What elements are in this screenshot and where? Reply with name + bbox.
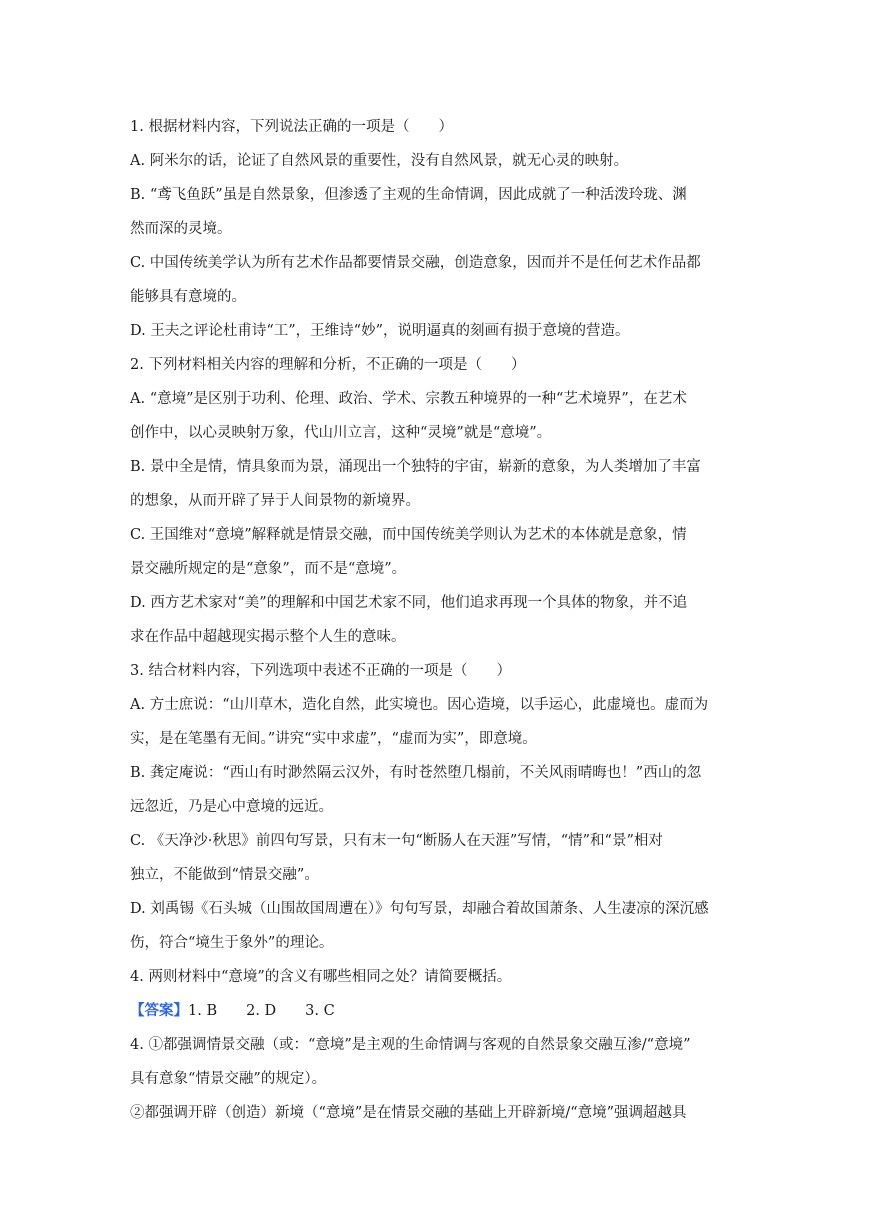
question-2-option-b-cont: 的想象，从而开辟了异于人间景物的新境界。 [130, 493, 420, 509]
answer-tag: 【答案】 [130, 1002, 188, 1019]
question-2-option-d-cont: 求在作品中超越现实揭示整个人生的意味。 [130, 629, 406, 645]
question-1-stem: 1. 根据材料内容，下列说法正确的一项是（ ） [130, 119, 453, 135]
question-3-option-a-cont: 实，是在笔墨有无间。”讲究“实中求虚”，“虚而为实”，即意境。 [130, 731, 537, 747]
question-1-option-c-cont: 能够具有意境的。 [130, 289, 246, 305]
question-2-option-b: B. 景中全是情，情具象而为景，涌现出一个独特的宇宙，崭新的意象，为人类增加了丰富 [130, 459, 701, 475]
question-1-option-c: C. 中国传统美学认为所有艺术作品都要情景交融，创造意象，因而并不是任何艺术作品都 [130, 255, 701, 271]
answer-4-point-1-cont: 具有意象“情景交融”的规定）。 [130, 1071, 327, 1087]
question-2-option-a: A. “意境”是区别于功利、伦理、政治、学术、宗教五种境界的一种“艺术境界”，在艺术 [130, 391, 687, 407]
question-2-option-c-cont: 景交融所规定的是“意象”，而不是“意境”。 [130, 561, 407, 577]
question-3-option-a: A. 方士庶说：“山川草木，造化自然，此实境也。因心造境，以手运心，此虚境也。虚而为 [130, 697, 709, 713]
document-page [130, 110, 742, 1130]
question-3-stem: 3. 结合材料内容，下列选项中表述不正确的一项是（ ） [130, 663, 511, 679]
question-1-option-d: D. 王夫之评论杜甫诗“工”，王维诗“妙”，说明逼真的刻画有损于意境的营造。 [130, 323, 630, 339]
answer-4-point-2: ②都强调开辟（创造）新境（“意境”是在情景交融的基础上开辟新境/“意境”强调超越具 [130, 1105, 687, 1121]
question-1-option-a: A. 阿米尔的话，论证了自然风景的重要性，没有自然风景，就无心灵的映射。 [130, 153, 629, 169]
question-1-option-b: B. “鸢飞鱼跃”虽是自然景象，但渗透了主观的生命情调，因此成就了一种活泼玲珑、渊 [130, 187, 687, 203]
question-1-option-b-cont: 然而深的灵境。 [130, 221, 232, 237]
question-3-option-d-cont: 伤，符合“境生于象外”的理论。 [130, 935, 334, 951]
question-3-option-c-cont: 独立，不能做到“情景交融”。 [130, 867, 319, 883]
question-2-option-c: C. 王国维对“意境”解释就是情景交融，而中国传统美学则认为艺术的本体就是意象，情 [130, 527, 687, 543]
question-2-option-d: D. 西方艺术家对“美”的理解和中国艺术家不同，他们追求再现一个具体的物象，并不追 [130, 595, 688, 611]
answer-4-point-1: 4. ①都强调情景交融（或：“意境”是主观的生命情调与客观的自然景象交融互渗/“意境” [130, 1037, 691, 1053]
question-3-option-c: C. 《天净沙·秋思》前四句写景，只有末一句“断肠人在天涯”写情，“情”和“景”相对 [130, 833, 663, 849]
question-4-stem: 4. 两则材料中“意境”的含义有哪些相同之处？请简要概括。 [130, 969, 512, 985]
question-3-option-b-cont: 远忽近，乃是心中意境的远近。 [130, 799, 333, 815]
question-3-option-d: D. 刘禹锡《石头城（山围故国周遭在）》句句写景，却融合着故国萧条、人生凄凉的深沉感 [130, 901, 709, 917]
answer-line [130, 994, 742, 1028]
question-3-option-b: B. 龚定庵说：“西山有时渺然隔云汉外，有时苍然堕几榻前，不关风雨晴晦也！”西山的忽 [130, 765, 702, 781]
question-2-option-a-cont: 创作中，以心灵映射万象，代山川立言，这种“灵境”就是“意境”。 [130, 425, 552, 441]
question-2-stem: 2. 下列材料相关内容的理解和分析，不正确的一项是（ ） [130, 357, 526, 373]
answer-values: 1. B 2. D 3. C [188, 1003, 335, 1019]
